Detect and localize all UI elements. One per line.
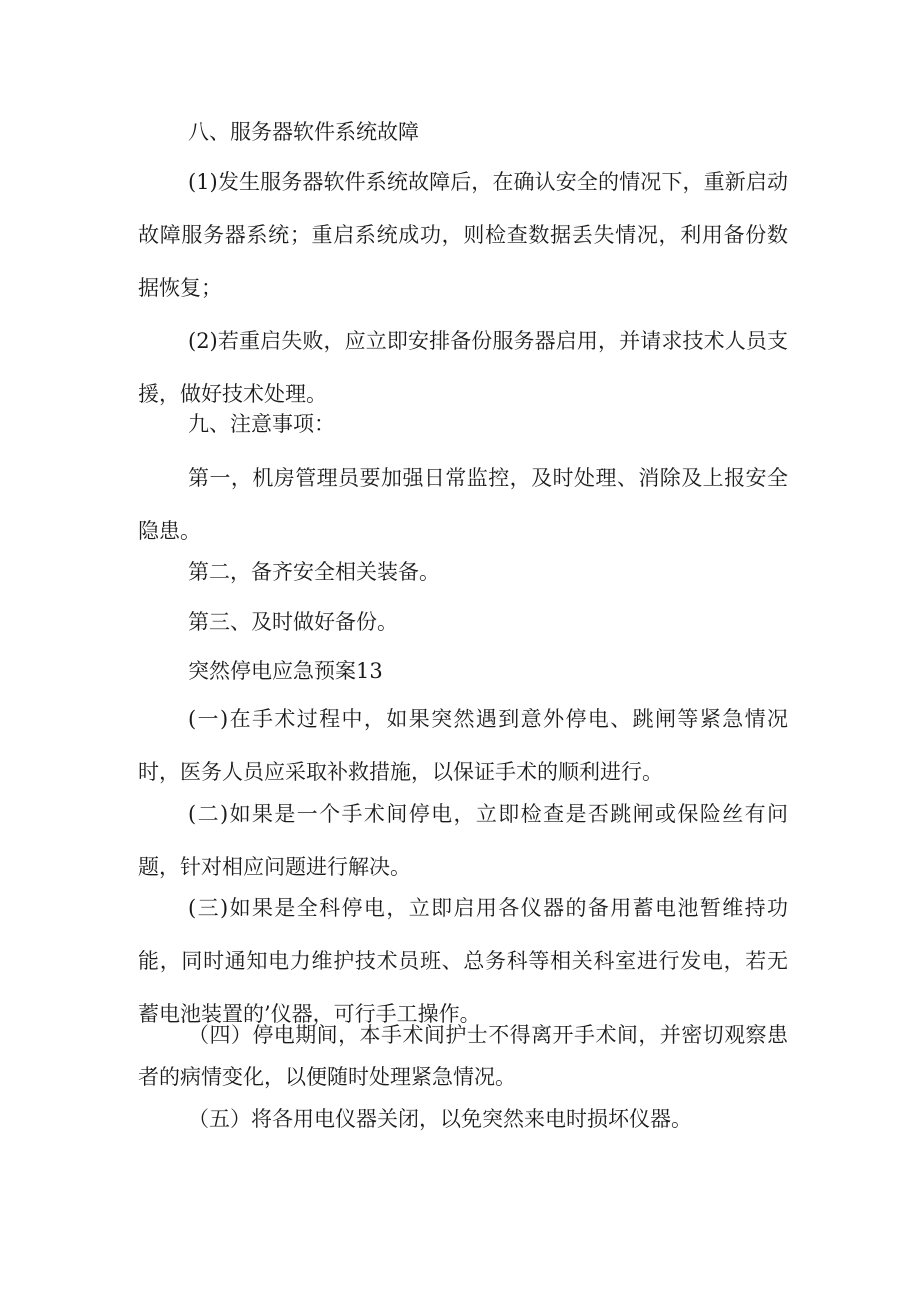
section-heading-8: 八、服务器软件系统故障 bbox=[188, 120, 419, 144]
paragraph-plan-3: (三)如果是全科停电，立即启用各仪器的备用蓄电池暂维持功能，同时通知电力维护技术员班、总务科等相关科室进行发电，若无蓄电池装置的’仪器，可行手工操作。 bbox=[138, 896, 788, 1026]
paragraph-plan-4: （四）停电期间，本手术间护士不得离开手术间，并密切观察患者的病情变化，以便随时处理紧急情况。 bbox=[138, 1023, 788, 1089]
paragraph-8-1: (1)发生服务器软件系统故障后，在确认安全的情况下，重新启动故障服务器系统；重启系统成功，则检查数据丢失情况，利用备份数据恢复； bbox=[138, 170, 788, 300]
paragraph-9-3: 第三、及时做好备份。 bbox=[188, 610, 398, 634]
paragraph-8-2: (2)若重启失败，应立即安排备份服务器启用，并请求技术人员支援，做好技术处理。 bbox=[138, 329, 788, 406]
plan-title: 突然停电应急预案13 bbox=[188, 659, 383, 683]
paragraph-9-2: 第二，备齐安全相关装备。 bbox=[188, 560, 440, 584]
paragraph-plan-1: (一)在手术过程中，如果突然遇到意外停电、跳闸等紧急情况时，医务人员应采取补救措施，以保证手术的顺利进行。 bbox=[138, 707, 788, 784]
section-heading-9: 九、注意事项： bbox=[188, 412, 335, 436]
paragraph-plan-5: （五）将各用电仪器关闭，以免突然来电时损坏仪器。 bbox=[188, 1107, 692, 1131]
paragraph-9-1: 第一，机房管理员要加强日常监控，及时处理、消除及上报安全隐患。 bbox=[138, 466, 788, 543]
paragraph-plan-2: (二)如果是一个手术间停电，立即检查是否跳闸或保险丝有问题，针对相应问题进行解决。 bbox=[138, 802, 788, 879]
